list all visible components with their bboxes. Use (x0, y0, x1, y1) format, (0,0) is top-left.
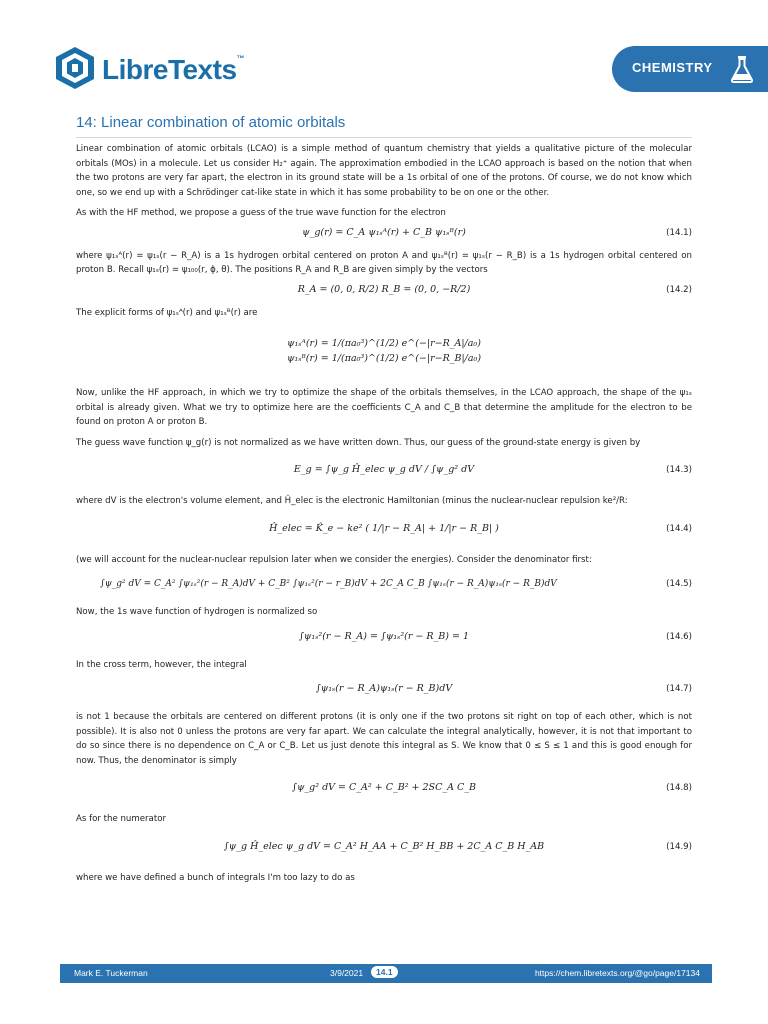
equation-number: (14.9) (666, 841, 692, 852)
equation-number: (14.4) (666, 523, 692, 534)
paragraph-integrals: where we have defined a bunch of integrals I'm too lazy to do as (76, 872, 355, 883)
page-header (0, 0, 768, 100)
banner-label: CHEMISTRY (632, 60, 713, 75)
flask-icon (730, 55, 754, 83)
paragraph-overlap: is not 1 because the orbitals are centered on different protons (it is only one if the two protons sit right on top of each other, which is not possible). It is also not 0 unless the protons are very far apart. We can calculate the integral analytically, however, it is not that important to do so since there is no dependence on C_A or C_B. Let us just denote this integral as S. We know that 0 ≤ S ≤ 1 and this is good enough for now. Thus, the denominator is simply (76, 712, 692, 766)
paragraph-numerator: As for the numerator (76, 814, 166, 824)
equation-number: (14.1) (666, 227, 692, 238)
logo-text: LibreTexts™ (102, 54, 245, 85)
equation-14-2: R_A = (0, 0, R/2) R_B = (0, 0, −R/2) (14.2) (76, 278, 692, 302)
paragraph-normalization: The guess wave function ψ_g(r) is not normalized as we have written down. Thus, our guess of the ground-state energy is given by (76, 437, 641, 448)
paragraph-denominator: (we will account for the nuclear-nuclear repulsion later when we consider the energies). Consider the denominator first: (76, 554, 592, 565)
paragraph-cross-term: In the cross term, however, the integral (76, 659, 247, 670)
page-title: 14: Linear combination of atomic orbitals (76, 114, 692, 138)
page-footer (60, 964, 712, 983)
equation-number: (14.5) (666, 579, 692, 589)
equation-explicit-forms (76, 320, 692, 382)
paragraph-normalized: Now, the 1s wave function of hydrogen is normalized so (76, 607, 318, 617)
footer-author: Mark E. Tuckerman (74, 968, 148, 978)
equation-number: (14.3) (666, 465, 692, 475)
paragraph-intro: Linear combination of atomic orbitals (LCAO) is a simple method of quantum chemistry that yields a qualitative picture of the molecular orbitals (MOs) in a molecule. Let us consider H₂⁺ again. The approximation embodied in the LCAO approach is based on the notion that when the two protons are very far apart, the electron in its ground state will be a 1s orbital of one of the protons. Of course, we do not know which one, so we end up with a Schrödinger cat-like state in which it has some probability to be on one or the other. (76, 144, 692, 198)
paragraph-orbitals: where ψ₁ₛᴬ(r) = ψ₁ₛ(r − R_A) is a 1s hydrogen orbital centered on proton A and ψ₁ₛᴮ(r) = ψ₁ₛ(r − R_B) is a 1s hydrogen orbital centered on proton B. Recall ψ₁ₛ(r) = ψ₁₀₀(r, ϕ, θ). The positions R_A and R_B are given simply by the vectors (76, 250, 692, 275)
equation-14-3: E_g = ∫ψ_g Ĥ_elec ψ_g dV / ∫ψ_g² dV (14.3) (76, 450, 692, 490)
paragraph-hamiltonian: where dV is the electron's volume element, and Ĥ_elec is the electronic Hamiltonian (minus the nuclear-nuclear repulsion ke²/R: (76, 496, 628, 506)
chemistry-banner[interactable] (612, 46, 768, 92)
equation-14-9: ∫ψ_g Ĥ_elec ψ_g dV = C_A² H_AA + C_B² H_BB + 2C_A C_B H_AB (14.9) (76, 827, 692, 867)
equation-number: (14.8) (666, 783, 692, 793)
paragraph-guess: As with the HF method, we propose a guess of the true wave function for the electron (76, 208, 446, 218)
equation-14-4: Ĥ_elec = K̂_e − ke² ( 1/|r − R_A| + 1/|r − R_B| ) (14.4) (76, 509, 692, 549)
equation-14-1: ψ_g(r) = C_A ψ₁ₛᴬ(r) + C_B ψ₁ₛᴮ(r) (14.1) (76, 221, 692, 245)
paragraph-lcao: Now, unlike the HF approach, in which we try to optimize the shape of the orbitals themselves, in the LCAO approach, the shape of the ψ₁ₛ orbital is already given. What we try to optimize here are the coefficients C_A and C_B that determine the amplitude for the electron to be found on proton A or proton B. (76, 388, 692, 427)
footer-url-link[interactable]: https://chem.libretexts.org/@go/page/17134 (534, 968, 700, 978)
equation-number: (14.7) (666, 684, 692, 694)
equation-14-6: ∫ψ₁ₛ²(r − R_A) = ∫ψ₁ₛ²(r − R_B) = 1 (14.6) (76, 620, 692, 654)
footer-page-badge: 14.1 (370, 965, 399, 979)
equation-14-8: ∫ψ_g² dV = C_A² + C_B² + 2SC_A C_B (14.8) (76, 768, 692, 808)
equation-14-7: ∫ψ₁ₛ(r − R_A)ψ₁ₛ(r − R_B)dV (14.7) (76, 672, 692, 706)
libretexts-logo-icon (54, 46, 96, 90)
footer-date: 3/9/2021 (330, 968, 364, 978)
main-content (76, 110, 692, 885)
equation-number: (14.2) (666, 284, 692, 295)
equation-psi-a: ψ₁ₛᴬ(r) = 1/(πa₀³)^(1/2) e^(−|r−R_A|/a₀) (287, 338, 481, 349)
equation-number: (14.6) (666, 631, 692, 642)
equation-psi-b: ψ₁ₛᴮ(r) = 1/(πa₀³)^(1/2) e^(−|r−R_B|/a₀) (286, 353, 482, 364)
equation-14-5: ∫ψ_g² dV = C_A² ∫ψ₁ₛ²(r − R_A)dV + C_B² ∫ψ₁ₛ²(r − r_B)dV + 2C_A C_B ∫ψ₁ₛ(r − R_A)ψ₁ₛ(r − R_B)dV (14.5) (76, 567, 692, 601)
paragraph-explicit: The explicit forms of ψ₁ₛᴬ(r) and ψ₁ₛᴮ(r) are (76, 307, 258, 318)
